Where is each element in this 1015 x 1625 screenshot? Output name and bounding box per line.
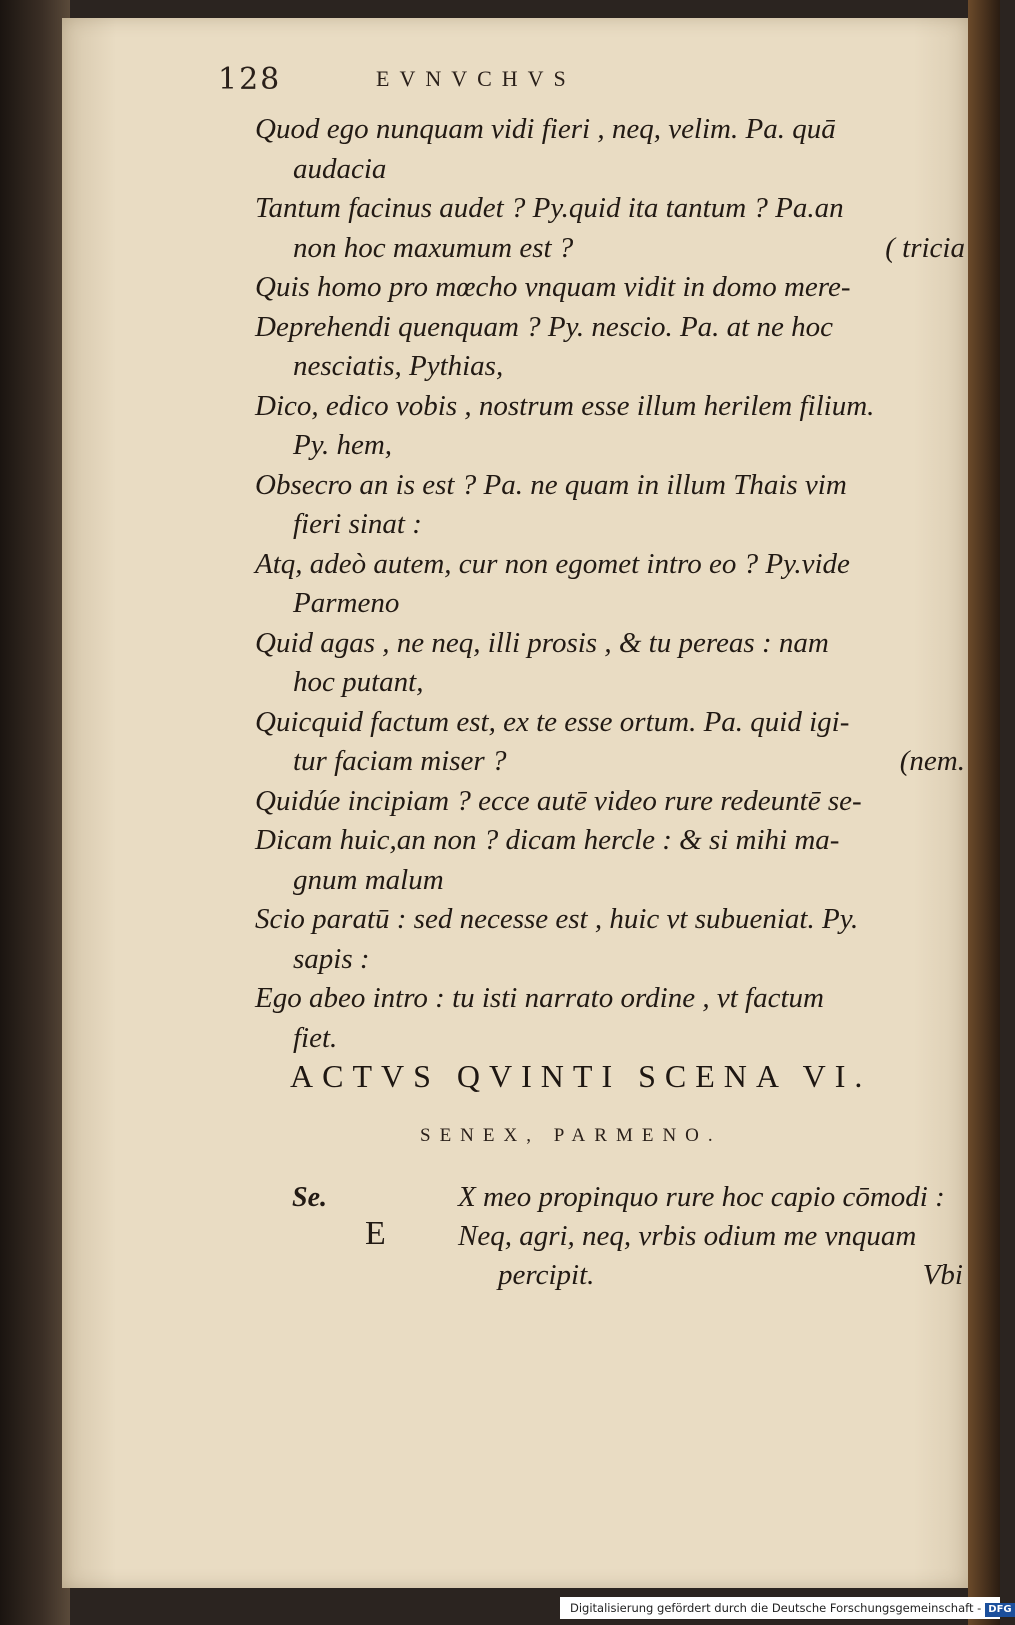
line-text: Quidúe incipiam ? ecce autē video rure redeuntē se- [255,784,862,817]
line-text: Quis homo pro mœcho vnquam vidit in domo mere- [255,271,851,303]
digitization-footer [560,1597,1012,1619]
scene-heading: ACTVS QVINTI SCENA VI. [290,1058,872,1094]
page-edge [968,0,1000,1625]
line-text: Scio paratū : sed necesse est , huic vt subueniat. Py. [255,903,859,935]
line-turnover: (nem. [899,745,965,777]
verse-text: percipit. [498,1259,595,1291]
line-text: Dicam huic,an non ? dicam hercle : & si mihi ma- [255,824,840,856]
line-turnover: ( tricia [885,231,965,264]
line-text: Tantum facinus audet ? Py.quid ita tantum ? Pa.an [255,192,844,224]
text-line [255,545,965,585]
text-line [255,940,965,980]
scene-verse [458,1178,963,1295]
text-line [255,1019,965,1059]
verse-text: X meo propinquo rure hoc capio cōmodi : [458,1181,945,1213]
line-text: fiet. [293,1021,338,1054]
text-line [255,900,965,940]
line-text: tur faciam miser ? [293,745,507,777]
line-text: Obsecro an is est ? Pa. ne quam in illum Thais vim [255,468,847,501]
line-text: Quod ego nunquam vidi fieri , neq, velim. Pa. quā [255,113,836,145]
text-line [255,387,965,427]
text-line [255,861,965,901]
text-line [255,979,965,1019]
text-body [255,110,965,1058]
catchword: Vbi [922,1259,963,1291]
line-text: fieri sinat : [293,508,422,540]
text-line [255,150,965,190]
line-text: Parmeno [293,587,400,619]
text-line [255,624,965,664]
line-text: Deprehendi quenquam ? Py. nescio. Pa. at ne hoc [255,310,833,343]
text-line [255,308,965,348]
dramatis-personae: SENEX, PARMENO. [420,1125,722,1146]
verse-line [458,1178,963,1217]
running-head: EVNVCHVS [376,66,576,91]
text-line [255,189,965,229]
verse-line [458,1256,963,1295]
verse-line [458,1217,963,1256]
text-line [255,663,965,703]
drop-capital: E [365,1215,386,1252]
text-line [255,229,965,269]
line-text: nesciatis, Pythias, [293,350,504,382]
footer-text: Digitalisierung gefördert durch die Deutsche Forschungsgemeinschaft - [570,1601,982,1615]
text-line [255,742,965,782]
line-text: Quid agas , ne neq, illi prosis , & tu pereas : nam [255,626,829,659]
line-text: gnum malum [293,863,444,896]
book-binding [0,0,70,1625]
line-text: Py. hem, [293,429,393,461]
line-text: Dico, edico vobis , nostrum esse illum herilem filium. [255,389,875,422]
line-text: hoc putant, [293,666,424,698]
text-line [255,426,965,466]
line-text: non hoc maxumum est ? [293,231,574,264]
line-text: Atq, adeò autem, cur non egomet intro eo ? Py.vide [255,547,850,580]
line-text: Ego abeo intro : tu isti narrato ordine , vt factum [255,982,824,1014]
text-line [255,268,965,308]
speaker-label: Se. [292,1182,327,1213]
page-number: 128 [218,62,282,97]
text-line [255,110,965,150]
dfg-logo: DFG [985,1603,1014,1617]
text-line [255,782,965,822]
text-line [255,505,965,545]
text-line [255,347,965,387]
text-line [255,703,965,743]
line-text: sapis : [293,942,370,975]
text-line [255,466,965,506]
line-text: Quicquid factum est, ex te esse ortum. Pa. quid igi- [255,705,850,738]
line-text: audacia [293,152,387,185]
text-line [255,584,965,624]
text-line [255,821,965,861]
page-header [218,62,968,102]
verse-text: Neq, agri, neq, vrbis odium me vnquam [458,1220,917,1252]
